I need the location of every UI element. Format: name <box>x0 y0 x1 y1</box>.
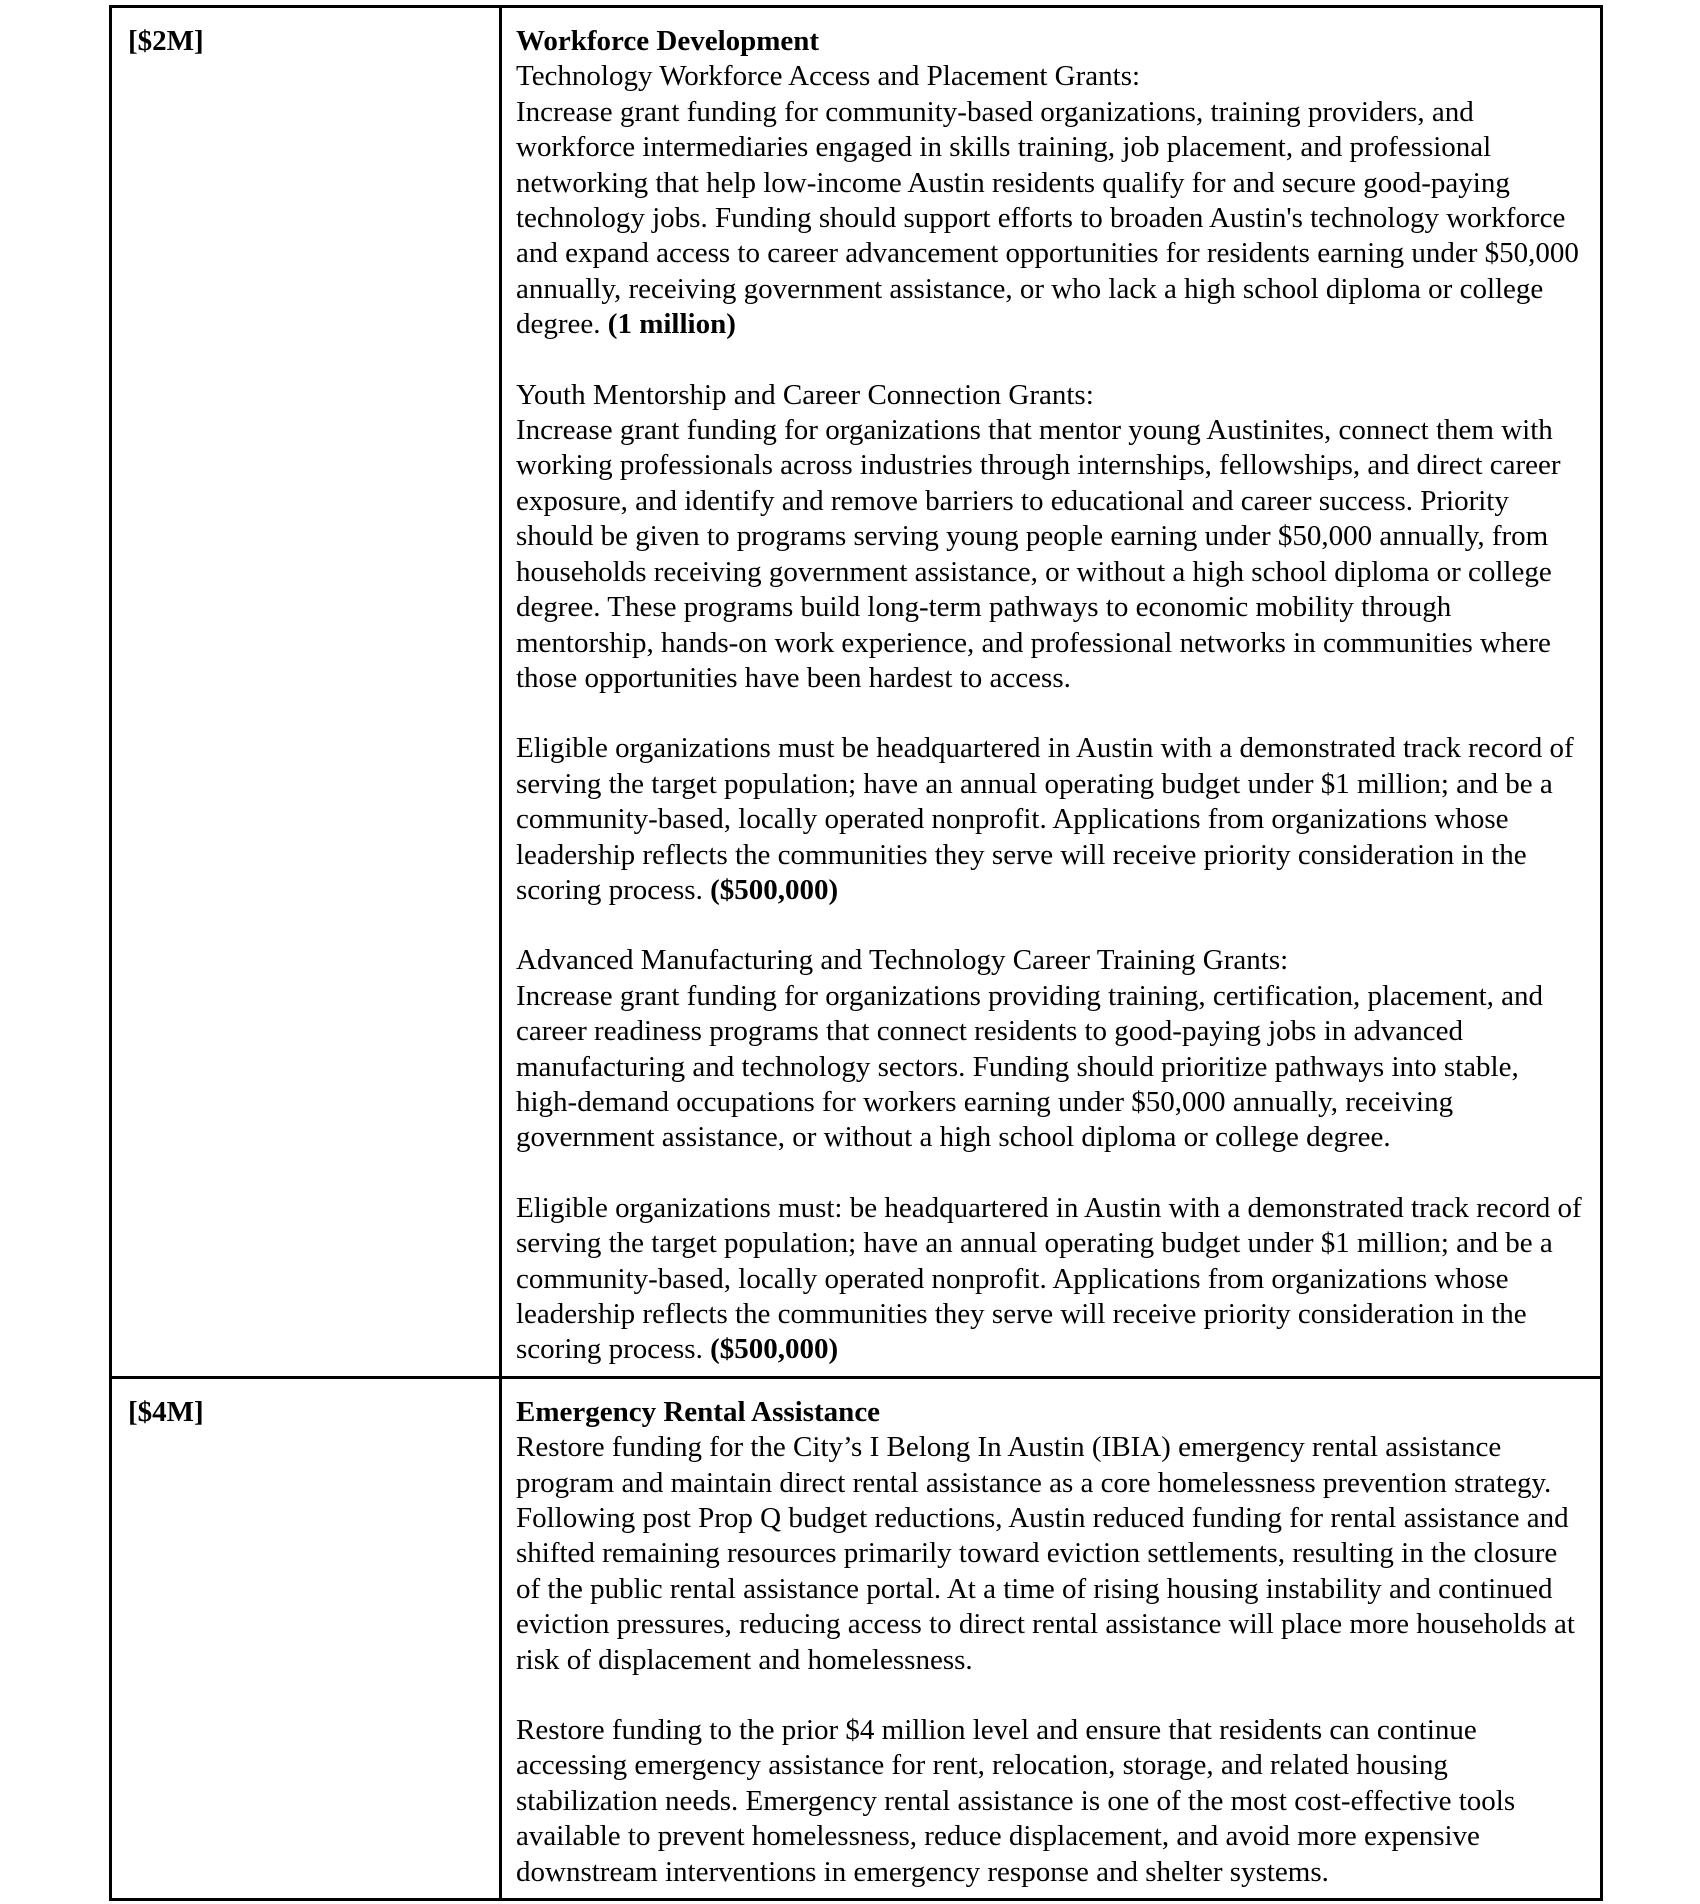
paragraph <box>516 1191 1586 1368</box>
description-cell <box>501 1377 1602 1899</box>
paragraph-text: Eligible organizations must: be headquartered in Austin with a demonstrated track record of serving the target population; have an annual operating budget under $1 million; and be a community-based, locally operated nonprofit. Applications from organizations whose leadership reflects the communities they serve will receive priority consideration in the scoring process. <box>516 1191 1582 1366</box>
paragraph-text: Restore funding to the prior $4 million level and ensure that residents can continue accessing emergency assistance for rent, relocation, storage, and related housing stabilization needs. Emergency rental assistance is one of the most cost-effective tools available to prevent homelessness, reduce displacement, and avoid more expensive downstream interventions in emergency response and shelter systems. <box>516 1714 1516 1888</box>
budget-table <box>109 5 1603 1901</box>
paragraph <box>516 731 1586 908</box>
paragraph-text: Increase grant funding for organizations that mentor young Austinites, connect them with working professionals across industries through internships, fellowships, and direct career exposure, and identify and remove barriers to educational and career success. Priority should be given to programs serving young people earning under $50,000 annually, from households receiving government assistance, or without a high school diploma or college degree. These programs build long-term pathways to economic mobility through mentorship, hands-on work experience, and professional networks in communities where those opportunities have been hardest to access. <box>516 414 1561 694</box>
paragraph-text: Eligible organizations must be headquartered in Austin with a demonstrated track record of serving the target population; have an annual operating budget under $1 million; and be a community-based, locally operated nonprofit. Applications from organizations whose leadership reflects the communities they serve will receive priority consideration in the scoring process. <box>516 732 1574 906</box>
table-row <box>111 7 1602 1378</box>
paragraph-heading: Technology Workforce Access and Placement Grants: <box>516 60 1141 93</box>
section-title: Workforce Development <box>516 25 820 57</box>
description-cell <box>501 7 1602 1378</box>
paragraph <box>516 378 1586 697</box>
funding-amount: (1 million) <box>607 308 736 341</box>
paragraph <box>516 943 1586 1155</box>
paragraph <box>516 1713 1586 1890</box>
paragraph <box>516 1430 1586 1678</box>
funding-amount: ($500,000) <box>710 1333 839 1366</box>
funding-amount: ($500,000) <box>710 873 839 906</box>
paragraph <box>516 59 1586 342</box>
amount-label: [$2M] <box>128 25 204 57</box>
paragraph-text: Restore funding for the City’s I Belong In Austin (IBIA) emergency rental assistance program and maintain direct rental assistance as a core homelessness prevention strategy. Following post Prop Q budget reductions, Austin reduced funding for rental assistance and shifted remaining resources primarily toward eviction settlements, resulting in the closure of the public rental assistance portal. At a time of rising housing instability and continued eviction pressures, reducing access to direct rental assistance will place more households at risk of displacement and homelessness. <box>516 1431 1575 1676</box>
paragraph-text: Increase grant funding for organizations providing training, certification, placement, and career readiness programs that connect residents to good-paying jobs in advanced manufacturing and technology sectors. Funding should prioritize pathways into stable, high-demand occupations for workers earning under $50,000 annually, receiving government assistance, or without a high school diploma or college degree. <box>516 979 1543 1154</box>
table-row <box>111 1377 1602 1899</box>
amount-cell <box>111 7 501 1378</box>
amount-label: [$4M] <box>128 1395 204 1428</box>
paragraph-heading: Advanced Manufacturing and Technology Career Training Grants: <box>516 944 1289 977</box>
section-title: Emergency Rental Assistance <box>516 1395 881 1428</box>
paragraph-text: Increase grant funding for community-based organizations, training providers, and workforce intermediaries engaged in skills training, job placement, and professional networking that help low-income Austin residents qualify for and secure good-paying technology jobs. Funding should support efforts to broaden Austin's technology workforce and expand access to career advancement opportunities for residents earning under $50,000 annually, receiving government assistance, or who lack a high school diploma or college degree. <box>516 95 1579 341</box>
amount-cell <box>111 1377 501 1899</box>
paragraph-heading: Youth Mentorship and Career Connection Grants: <box>516 378 1094 411</box>
